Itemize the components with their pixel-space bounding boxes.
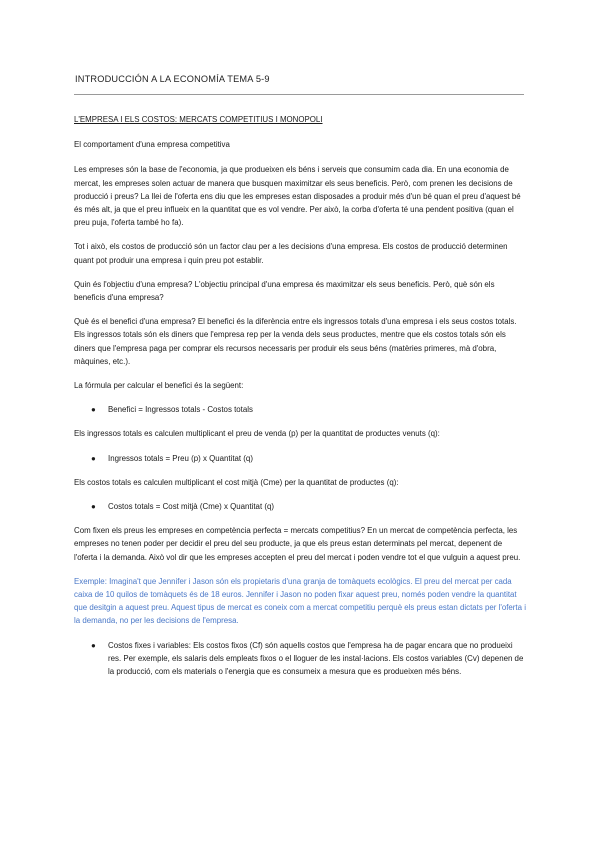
paragraph-costos: Els costos totals es calculen multiplicant el cost mitjà (Cme) per la quantitat de productes (q): (74, 477, 399, 487)
paragraph-intro: Les empreses són la base de l'economia, ja que produeixen els béns i serveis que consumim cada dia. En una economia de mercat, les empreses solen actuar de manera que busquen maximitzar els seus beneficis. Però, com prenen les decisions de producció i preus? La llei de l'oferta ens diu que les empreses estan disposades a produir més d'un bé quan el preu d'aquest bé és més alt, ja que el preu influeix en la quantitat que es vol vendre. Per això, la corba d'oferta té una pendent positiva (quan el preu puja, l'oferta també ho fa). (74, 165, 521, 228)
formula-ingressos-item (74, 452, 526, 465)
paragraph-benefici: Què és el benefici d'una empresa? El benefici és la diferència entre els ingressos totals d'una empresa i els seus costos totals. Els ingressos totals són els diners que l'empresa rep per la venda dels seus productes, mentre que els costos totals són els diners que l'empresa paga per comprar els recursos necessaris per produir els seus béns (matèries primeres, mà d'obra, màquines, etc.). (74, 317, 517, 366)
bullet-icon: ● (91, 640, 96, 650)
formula-costos: Costos totals = Cost mitjà (Cme) x Quantitat (q) (108, 502, 274, 512)
costos-fixes-text: Costos fixes i variables: Els costos fixos (Cf) són aquells costos que l'empresa ha de pagar encara que no produeixi res. Per exemple, els salaris dels empleats fixos o el lloguer de les instal·lacions. Els costos variables (Cv) depenen de la producció, com els materials o l'energia que es consumeix a mesura que es produeixen més béns. (108, 640, 524, 677)
paragraph-ingressos: Els ingressos totals es calculen multiplicant el preu de venda (p) per la quantitat de productes venuts (q): (74, 429, 440, 439)
document-body (74, 113, 526, 689)
bullet-icon: ● (91, 502, 96, 512)
paragraph-competencia: Com fixen els preus les empreses en competència perfecta = mercats competitius? En un mercat de competència perfecta, les empreses no tenen poder per decidir el preu del seu producte, ja que els preus estan determinats pel mercat, depenent de l'oferta i la demanda. Això vol dir que les empreses accepten el preu del mercat i poden vendre tot el que vulguin a aquest preu. (74, 526, 521, 562)
section-heading: L'EMPRESA I ELS COSTOS: MERCATS COMPETITIUS I MONOPOLI (74, 115, 323, 124)
formula-ingressos: Ingressos totals = Preu (p) x Quantitat (q) (108, 453, 253, 463)
formula-benefici-item (74, 403, 526, 416)
bullet-icon: ● (91, 405, 96, 415)
paragraph-formula-intro: La fórmula per calcular el benefici és la següent: (74, 381, 244, 391)
header-divider (74, 94, 524, 95)
paragraph-example: Exemple: Imagina't que Jennifer i Jason són els propietaris d'una granja de tomàquets ecològics. El preu del mercat per cada caixa de 10 quilos de tomàquets és de 18 euros. Jennifer i Jason no poden fixar aquest preu, només poden vendre la quantitat que desitgin a aquest preu. Aquest tipus de mercat es coneix com a mercat competitiu perquè els preus estan dictats per l'oferta i la demanda, no per les decisions de l'empresa. (74, 576, 526, 626)
paragraph-objectiu: Quin és l'objectiu d'una empresa? L'objectiu principal d'una empresa és maximitzar els seus beneficis. Però, què són els beneficis d'una empresa? (74, 279, 495, 303)
subheading: El comportament d'una empresa competitiva (74, 140, 230, 150)
formula-costos-item (74, 500, 526, 513)
formula-benefici: Benefici = Ingressos totals - Costos totals (108, 405, 253, 415)
bullet-icon: ● (91, 453, 96, 463)
paragraph-costos-produccio: Tot i això, els costos de producció són un factor clau per a les decisions d'una empresa. Els costos de producció determinen quant pot produir una empresa i quin preu pot establir. (74, 242, 508, 265)
costos-fixes-item (74, 639, 526, 679)
document-header-title: INTRODUCCIÓN A LA ECONOMÍA TEMA 5-9 (75, 74, 270, 84)
